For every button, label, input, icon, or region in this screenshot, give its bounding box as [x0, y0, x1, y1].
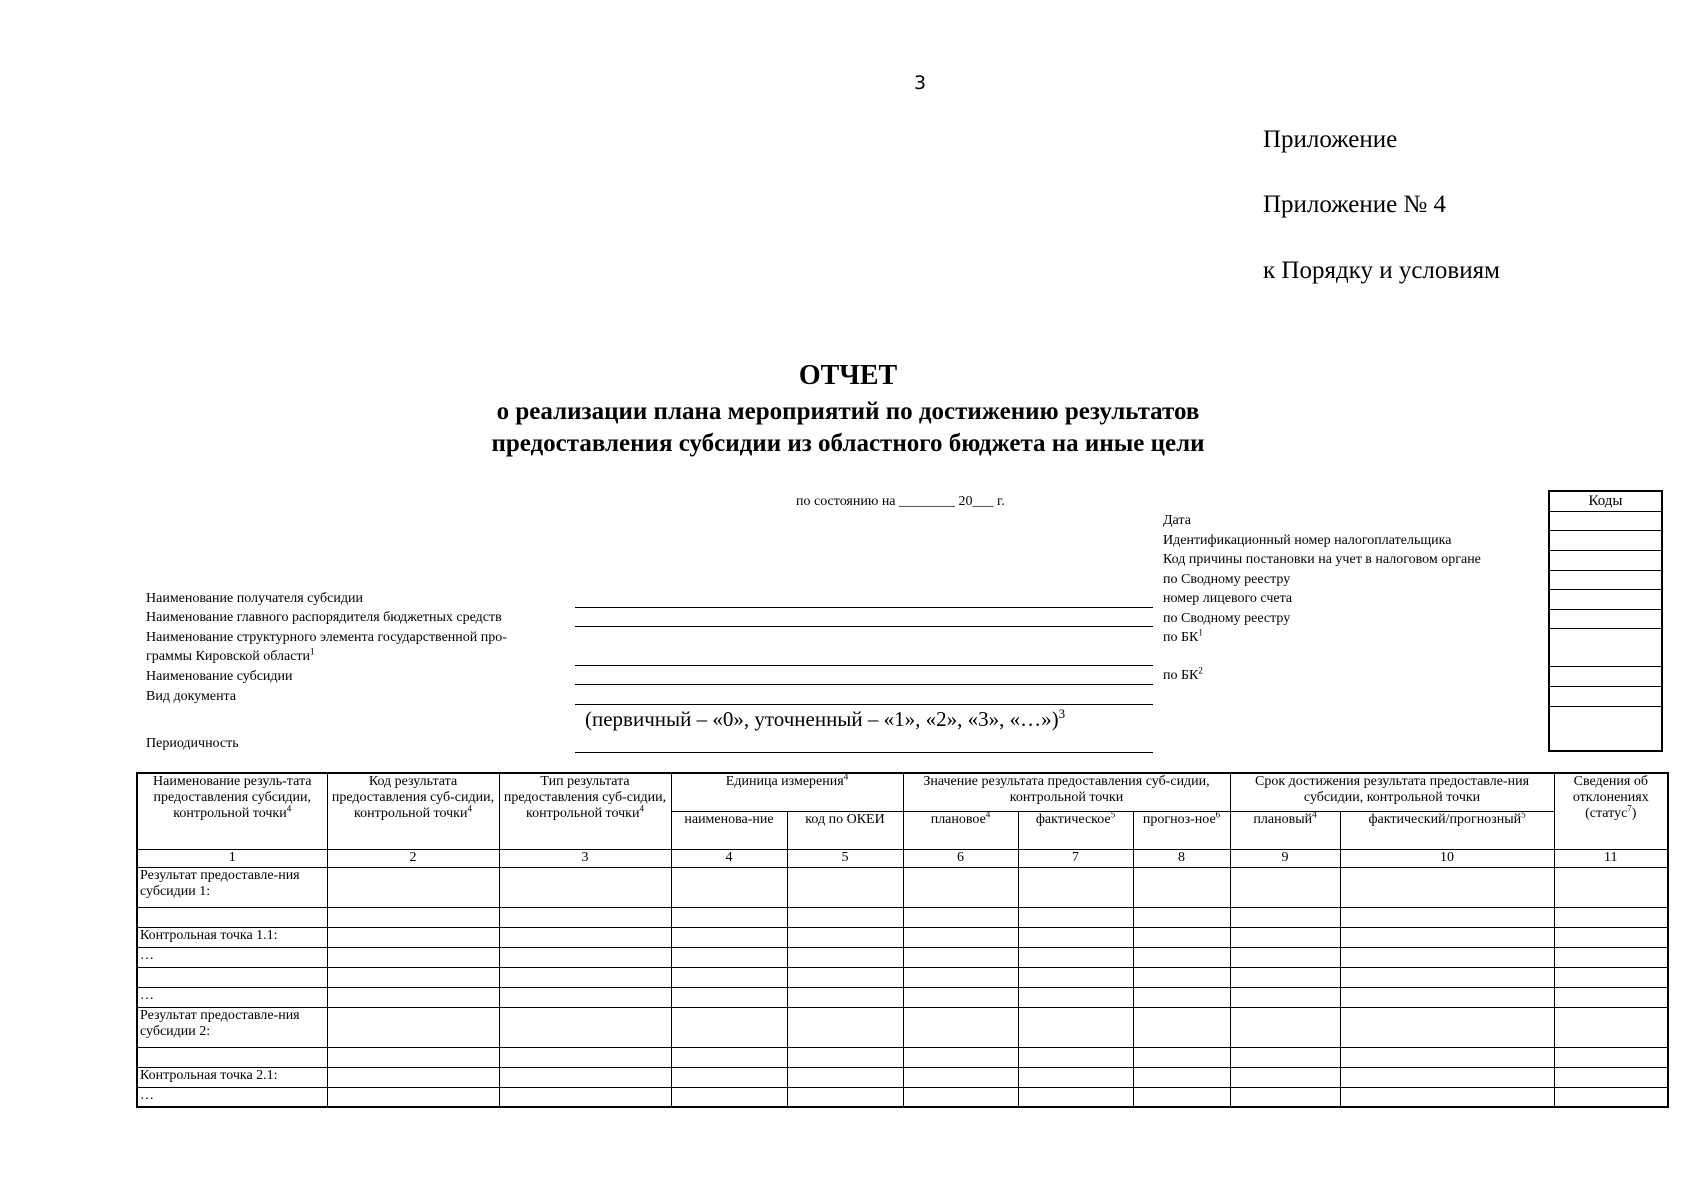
- column-number: 1: [137, 849, 327, 867]
- document-title: ОТЧЕТ: [798, 360, 898, 391]
- column-number: 3: [499, 849, 671, 867]
- as-of-date: по состоянию на ________ 20___ г.: [796, 494, 1005, 509]
- column-number: 2: [327, 849, 499, 867]
- header-value-plan: плановое$^4$: [903, 811, 1018, 849]
- header-unit: Единица измерения$^4$: [671, 773, 903, 811]
- subsidy-name-label: Наименование субсидии: [146, 669, 293, 684]
- program-element-field[interactable]: [575, 665, 1153, 666]
- codes-box: [1548, 490, 1663, 752]
- doc-type-hint: (первичный – «0», уточненный – «1», «2», «3», «…»)$^3$: [585, 706, 1066, 731]
- code-cell-bk1[interactable]: [1550, 666, 1661, 667]
- table-row: [137, 1067, 1668, 1087]
- header-value-forecast: прогноз-ное$^6$: [1133, 811, 1230, 849]
- column-number: 8: [1133, 849, 1230, 867]
- document-subtitle-1: о реализации плана мероприятий по достижению результатов: [496, 398, 1200, 425]
- svod-register-label-2: по Сводному реестру: [1163, 611, 1291, 626]
- account-number-label: номер лицевого счета: [1163, 591, 1293, 606]
- code-cell-account[interactable]: [1550, 609, 1661, 610]
- table-row: [137, 907, 1668, 927]
- header-deviation-status: Сведения об отклонениях (статус$^7$): [1554, 773, 1668, 849]
- program-element-label-2: граммы Кировской области$^1$: [146, 646, 315, 664]
- date-label: Дата: [1163, 513, 1191, 528]
- code-cell-bk2[interactable]: [1550, 686, 1661, 687]
- table-row: [137, 967, 1668, 987]
- column-number: 10: [1340, 849, 1554, 867]
- code-cell-svod2[interactable]: [1550, 628, 1661, 629]
- header-unit-okei: код по ОКЕИ: [787, 811, 903, 849]
- column-number: 7: [1018, 849, 1133, 867]
- header-result-code: Код результата предоставления суб-сидии, контрольной точки$^4$: [327, 773, 499, 849]
- row-label: Контрольная точка 1.1:: [137, 927, 327, 947]
- row-label: …: [137, 987, 327, 1007]
- report-table: [136, 772, 1669, 1108]
- header-value-fact: фактическое$^5$: [1018, 811, 1133, 849]
- column-number: 4: [671, 849, 787, 867]
- table-row: [137, 1007, 1668, 1047]
- subsidy-name-field[interactable]: [575, 684, 1153, 685]
- periodicity-label: Периодичность: [146, 736, 239, 751]
- table-row: [137, 1047, 1668, 1067]
- chief-manager-field[interactable]: [575, 626, 1153, 627]
- bk2-label: по $БК^2$: [1163, 665, 1203, 683]
- row-label: Результат предоставле-ния субсидии 2:: [137, 1007, 327, 1047]
- code-cell-inn[interactable]: [1550, 550, 1661, 551]
- table-row: [137, 987, 1668, 1007]
- svod-register-label-1: по Сводному реестру: [1163, 572, 1291, 587]
- column-number: 11: [1554, 849, 1668, 867]
- column-number: 5: [787, 849, 903, 867]
- row-label: Результат предоставле-ния субсидии 1:: [137, 867, 327, 907]
- code-cell-date[interactable]: [1550, 530, 1661, 531]
- chief-manager-label: Наименование главного распорядителя бюджетных средств: [146, 610, 502, 625]
- header-term-plan: плановый$^4$: [1230, 811, 1340, 849]
- recipient-field[interactable]: [575, 607, 1153, 608]
- column-numbers-row: [137, 849, 1668, 867]
- appendix-line-3: к Порядку и условиям: [1263, 257, 1500, 284]
- page-number: 3: [913, 72, 927, 94]
- recipient-label: Наименование получателя субсидии: [146, 591, 363, 606]
- kpp-label: Код причины постановки на учет в налоговом органе: [1163, 552, 1481, 567]
- bk1-label: по $БК^1$: [1163, 627, 1203, 645]
- table-row: [137, 1087, 1668, 1107]
- row-label: Контрольная точка 2.1:: [137, 1067, 327, 1087]
- periodicity-field[interactable]: [575, 752, 1153, 753]
- header-term: Срок достижения результата предоставле-ния субсидии, контрольной точки: [1230, 773, 1554, 811]
- appendix-line-1: Приложение: [1263, 126, 1398, 153]
- code-cell-kpp[interactable]: [1550, 570, 1661, 571]
- header-value: Значение результата предоставления суб-сидии, контрольной точки: [903, 773, 1230, 811]
- codes-header: Коды: [1550, 492, 1661, 512]
- table-row: [137, 947, 1668, 967]
- header-unit-name: наименова-ние: [671, 811, 787, 849]
- header-term-fact: фактический/прогнозный$^5$: [1340, 811, 1554, 849]
- row-label: …: [137, 1087, 327, 1107]
- column-number: 9: [1230, 849, 1340, 867]
- row-label: …: [137, 947, 327, 967]
- doc-type-label: Вид документа: [146, 689, 237, 704]
- document-subtitle-2: предоставления субсидии из областного бюджета на иные цели: [491, 430, 1205, 457]
- table-row: [137, 867, 1668, 907]
- table-row: [137, 927, 1668, 947]
- code-cell-doc-type[interactable]: [1550, 706, 1661, 707]
- program-element-label-1: Наименование структурного элемента государственной про-: [146, 630, 507, 645]
- header-result-type: Тип результата предоставления суб-сидии, контрольной точки$^4$: [499, 773, 671, 849]
- inn-label: Идентификационный номер налогоплательщика: [1163, 533, 1452, 548]
- appendix-line-2: Приложение № 4: [1263, 191, 1447, 218]
- doc-type-field[interactable]: [575, 704, 1153, 705]
- header-result-name: Наименование резуль-тата предоставления субсидии, контрольной точки$^4$: [137, 773, 327, 849]
- code-cell-svod1[interactable]: [1550, 589, 1661, 590]
- column-number: 6: [903, 849, 1018, 867]
